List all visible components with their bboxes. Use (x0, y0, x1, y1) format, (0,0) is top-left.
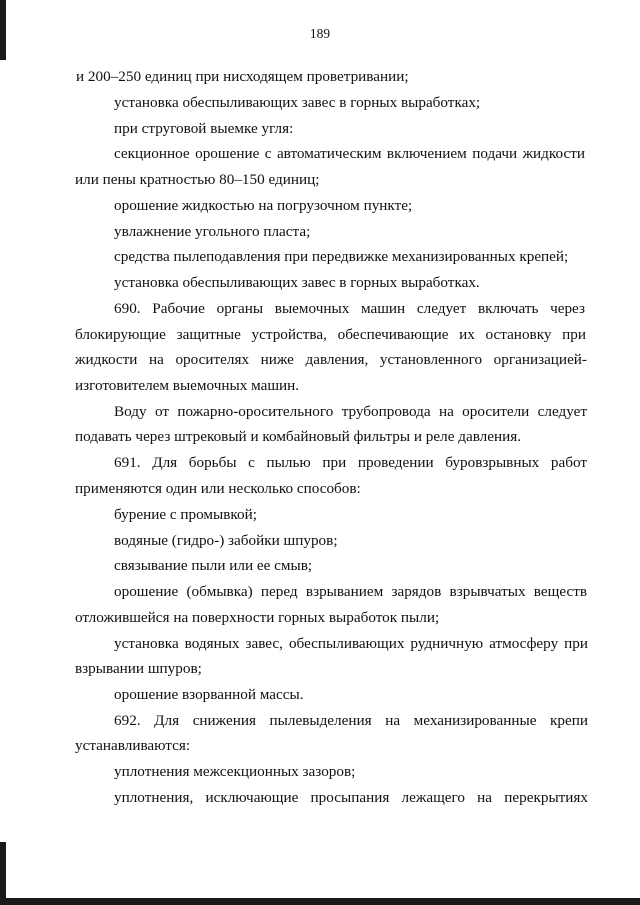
text-line: водяные (гидро-) забойки шпуров; (114, 532, 338, 549)
text-line: или пены кратностью 80–150 единиц; (75, 171, 320, 188)
text-line: увлажнение угольного пласта; (114, 223, 311, 240)
text-line: бурение с промывкой; (114, 506, 257, 523)
text-line: связывание пыли или ее смыв; (114, 557, 313, 574)
text-line: устанавливаются: (75, 737, 191, 754)
text-line: подавать через штрековый и комбайновый фильтры и реле давления. (75, 428, 522, 445)
text-line: уплотнения межсекционных зазоров; (114, 763, 356, 780)
text-line: изготовителем выемочных машин. (75, 377, 300, 394)
text-line: при струговой выемке угля: (114, 120, 294, 137)
text-line: орошение (обмывка) перед взрыванием зарядов взрывчатых веществ (114, 583, 587, 600)
text-line: орошение взорванной массы. (114, 686, 304, 703)
scan-edge-shadow (0, 898, 640, 905)
text-line: применяются один или несколько способов: (75, 480, 361, 497)
text-line: установка водяных завес, обеспыливающих рудничную атмосферу при (114, 635, 588, 652)
scan-edge-shadow (0, 842, 6, 905)
text-line: установка обеспыливающих завес в горных выработках; (114, 94, 481, 111)
text-line: Воду от пожарно-оросительного трубопровода на оросители следует (114, 403, 587, 420)
text-line: взрывании шпуров; (75, 660, 202, 677)
text-line: отложившейся на поверхности горных выработок пыли; (75, 609, 440, 626)
text-line: 691. Для борьбы с пылью при проведении буровзрывных работ (114, 454, 587, 471)
page-number: 189 (309, 26, 331, 41)
text-line: уплотнения, исключающие просыпания лежащего на перекрытиях (114, 789, 588, 806)
text-line: 692. Для снижения пылевыделения на механизированные крепи (114, 712, 588, 729)
text-line: секционное орошение с автоматическим включением подачи жидкости (114, 145, 585, 162)
text-line: и 200–250 единиц при нисходящем проветривании; (76, 68, 409, 85)
text-line: средства пылеподавления при передвижке механизированных крепей; (114, 248, 569, 265)
text-line: блокирующие защитные устройства, обеспечивающие их остановку при (75, 326, 586, 343)
text-line: орошение жидкостью на погрузочном пункте; (114, 197, 413, 214)
text-line: 690. Рабочие органы выемочных машин следует включать через (114, 300, 585, 317)
text-line: жидкости на оросителях ниже давления, установленного организацией- (75, 351, 587, 368)
text-line: установка обеспыливающих завес в горных выработках. (114, 274, 480, 291)
